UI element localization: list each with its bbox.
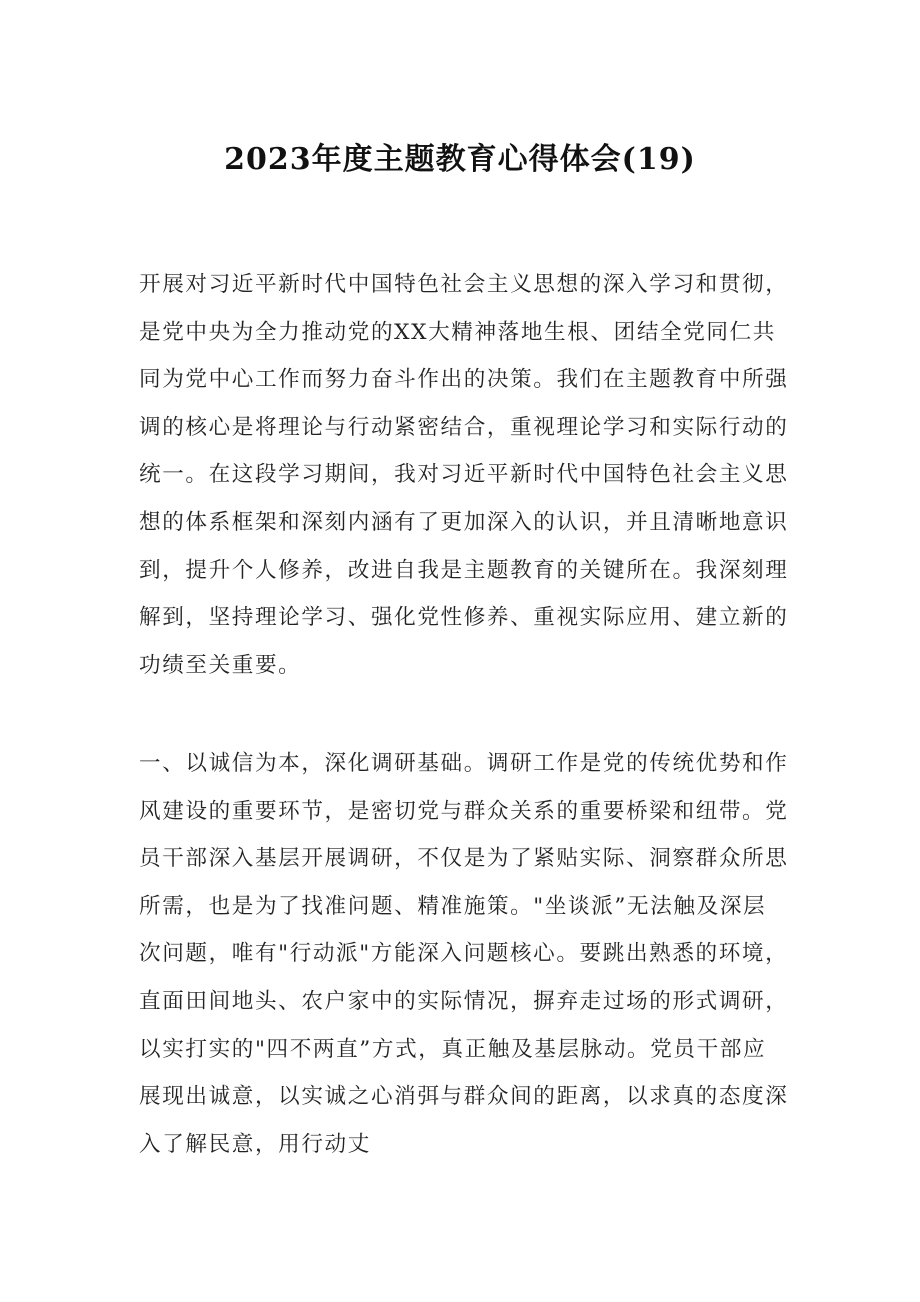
text-line: 是党中央为全力推动党的XX大精神落地生根、团结全党同仁共 — [139, 319, 776, 345]
text-line: 解到，坚持理论学习、强化党性修养、重视实际应用、建立新的 — [139, 605, 789, 631]
text-line: 开展对习近平新时代中国特色社会主义思想的深入学习和贯彻， — [139, 272, 789, 297]
text-line: 员干部深入基层开展调研，不仅是为了紧贴实际、洞察群众所思 — [139, 846, 789, 872]
paragraph-section-one — [139, 740, 799, 1168]
text-line: 想的体系框架和深刻内涵有了更加深入的认识，并且清晰地意识 — [139, 509, 789, 535]
text-line: 展现出诚意，以实诚之心消弭与群众间的距离，以求真的态度深 — [139, 1084, 789, 1110]
text-line: 调的核心是将理论与行动紧密结合，重视理论学习和实际行动的 — [139, 414, 789, 440]
text-line: 统一。在这段学习期间，我对习近平新时代中国特色社会主义思 — [139, 462, 789, 488]
text-line: 入了解民意，用行动丈 — [139, 1131, 371, 1157]
text-line: 风建设的重要环节，是密切党与群众关系的重要桥梁和纽带。党 — [139, 798, 789, 824]
text-line: 以实打实的"四不两直”方式，真正触及基层脉动。党员干部应 — [139, 1036, 767, 1062]
text-line: 到，提升个人修养，改进自我是主题教育的关键所在。我深刻理 — [139, 557, 789, 583]
document-title: 2023年度主题教育心得体会(19) — [224, 142, 696, 177]
text-line: 同为党中心工作而努力奋斗作出的决策。我们在主题教育中所强 — [139, 367, 789, 393]
text-line: 直面田间地头、农户家中的实际情况，摒弃走过场的形式调研， — [139, 988, 789, 1014]
paragraph-intro — [139, 261, 799, 689]
text-line: 次问题，唯有"行动派"方能深入问题核心。要跳出熟悉的环境， — [139, 941, 789, 967]
text-line: 一、以诚信为本，深化调研基础。调研工作是党的传统优势和作 — [139, 751, 789, 776]
text-line: 所需，也是为了找准问题、精准施策。"坐谈派”无法触及深层 — [139, 893, 767, 919]
text-line: 功绩至关重要。 — [139, 652, 302, 678]
